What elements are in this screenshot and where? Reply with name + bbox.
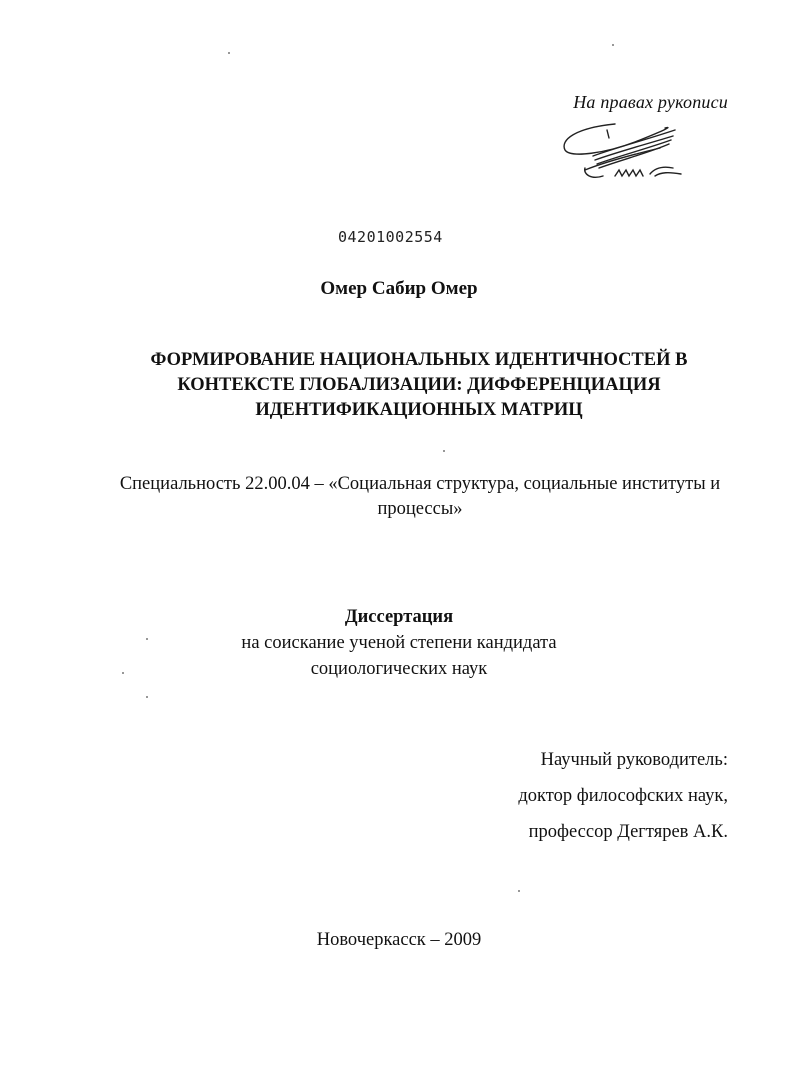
supervisor-block bbox=[518, 748, 728, 856]
scan-speck bbox=[612, 44, 614, 46]
scan-speck bbox=[146, 696, 148, 698]
specialty-line: процессы» bbox=[377, 499, 463, 519]
supervisor-name: профессор Дегтярев А.К. bbox=[528, 822, 728, 842]
dissertation-block bbox=[0, 604, 798, 682]
scan-speck bbox=[228, 52, 230, 54]
title-line: ИДЕНТИФИКАЦИОННЫХ МАТРИЦ bbox=[255, 400, 583, 420]
record-number: 04201002554 bbox=[338, 228, 443, 246]
specialty bbox=[80, 472, 760, 522]
title-line: КОНТЕКСТЕ ГЛОБАЛИЗАЦИИ: ДИФФЕРЕНЦИАЦИЯ bbox=[177, 375, 661, 395]
author-name: Омер Сабир Омер bbox=[320, 278, 478, 299]
supervisor-label: Научный руководитель: bbox=[540, 750, 728, 770]
dissertation-line: социологических наук bbox=[310, 659, 488, 679]
scan-speck bbox=[146, 638, 148, 640]
supervisor-degree: доктор философских наук, bbox=[518, 786, 728, 806]
scan-speck bbox=[518, 890, 520, 892]
dissertation-title bbox=[60, 348, 778, 423]
scan-speck bbox=[122, 672, 124, 674]
rights-note: На правах рукописи bbox=[573, 92, 728, 112]
signature bbox=[555, 118, 695, 186]
title-line: ФОРМИРОВАНИЕ НАЦИОНАЛЬНЫХ ИДЕНТИЧНОСТЕЙ В bbox=[150, 350, 688, 370]
dissertation-label: Диссертация bbox=[344, 607, 454, 627]
city-year: Новочеркасск – 2009 bbox=[316, 930, 482, 950]
dissertation-line: на соискание ученой степени кандидата bbox=[241, 633, 557, 653]
specialty-line: Специальность 22.00.04 – «Социальная структура, социальные институты и bbox=[119, 474, 721, 494]
scan-speck bbox=[443, 450, 445, 452]
